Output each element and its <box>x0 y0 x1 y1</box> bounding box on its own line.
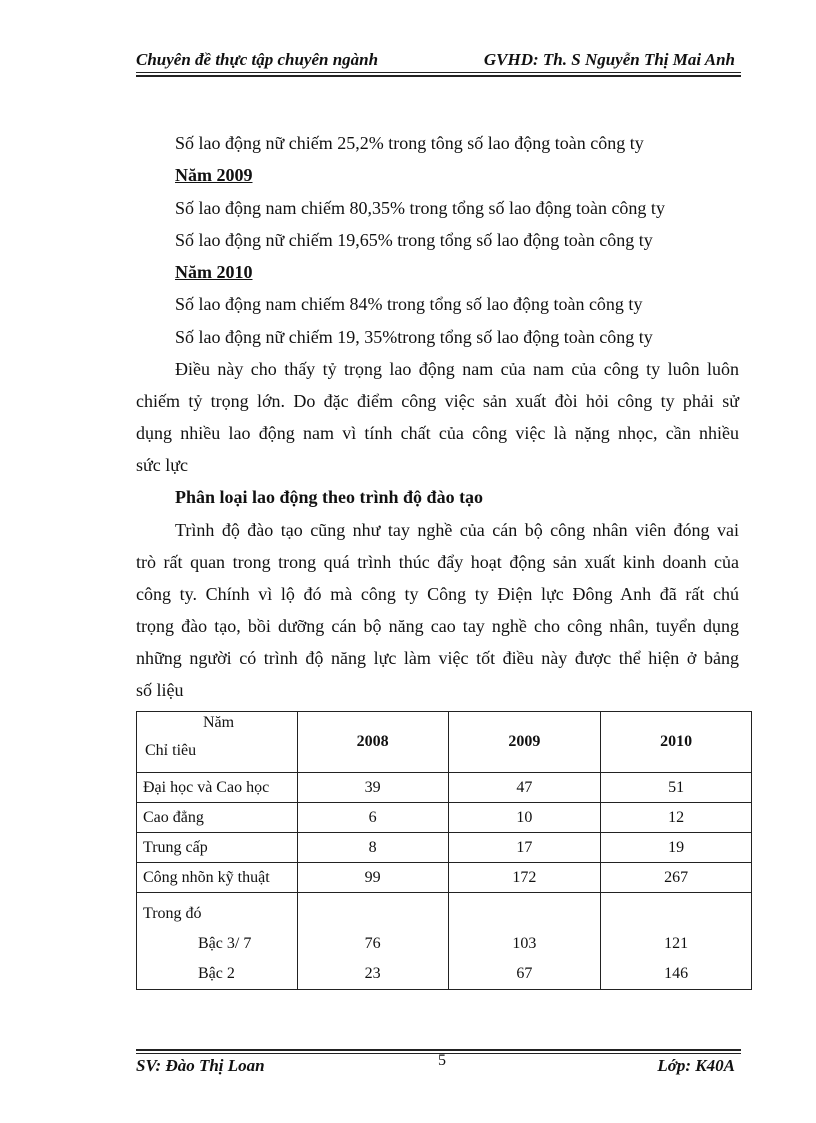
group-label: Trong đó <box>143 905 202 922</box>
group-values-2009 <box>448 893 601 990</box>
paragraph-line: Điều này cho thấy tỷ trọng lao động nam của nam của công ty luôn luôn <box>175 359 739 379</box>
row-label: Trung cấp <box>137 833 298 863</box>
cell-value: 51 <box>601 773 752 803</box>
group-values-2008 <box>297 893 448 990</box>
header-year-2010: 2010 <box>601 712 752 773</box>
section-heading: Phân loại lao động theo trình độ đào tạo <box>175 487 484 507</box>
paragraph-line: số liệu <box>136 680 184 700</box>
header-supervisor: GVHD: Th. S Nguyễn Thị Mai Anh <box>483 50 735 69</box>
cell-value: 39 <box>297 773 448 803</box>
cell-value: 23 <box>364 965 381 982</box>
cell-value: 12 <box>601 803 752 833</box>
cell-value: 6 <box>297 803 448 833</box>
cell-value: 10 <box>448 803 601 833</box>
header-year-label: Năm <box>203 714 235 731</box>
table-row <box>137 773 752 803</box>
footer-rule-thick <box>136 1049 741 1051</box>
page-header <box>136 48 741 72</box>
paragraph-line: chiếm tỷ trọng lớn. Do đặc điểm công việc sản xuất đòi hỏi công ty phải sử <box>136 391 739 411</box>
cell-value: 8 <box>297 833 448 863</box>
header-year-2009: 2009 <box>448 712 601 773</box>
page-footer <box>136 1054 741 1078</box>
header-rule-thick <box>136 75 741 77</box>
header-indicator-label: Chỉ tiêu <box>145 742 197 759</box>
paragraph-line: sức lực <box>136 455 188 475</box>
row-label: Công nhõn kỹ thuật <box>137 863 298 893</box>
subrow-label: Bậc 2 <box>198 965 235 982</box>
page-number: 5 <box>438 1052 446 1069</box>
group-label-cell <box>137 893 298 990</box>
footer-student: SV: Đào Thị Loan <box>136 1056 265 1075</box>
header-year-2008: 2008 <box>297 712 448 773</box>
cell-value: 19 <box>601 833 752 863</box>
paragraph-line: trọng đào tạo, bồi dưỡng cán bộ năng cao tay nghề cho công nhân, tuyển dụng <box>136 616 739 636</box>
paragraph-line: công ty. Chính vì lộ đó mà công ty Công ty Điện lực Đông Anh đã rất chú <box>136 584 739 604</box>
subrow-label: Bậc 3/ 7 <box>198 935 252 952</box>
table-row-group <box>137 893 752 990</box>
year-heading-2010: Năm 2010 <box>175 262 253 282</box>
footer-class: Lớp: K40A <box>657 1056 735 1075</box>
table-header-row <box>137 712 752 773</box>
row-label: Đại học và Cao học <box>137 773 298 803</box>
stat-line-female-2009: Số lao động nữ chiếm 19,65% trong tổng số lao động toàn công ty <box>175 230 653 250</box>
cell-value: 172 <box>448 863 601 893</box>
paragraph-line: những người có trình độ năng lực làm việc tốt điều này được thể hiện ở bảng <box>136 648 739 668</box>
group-values-2010 <box>601 893 752 990</box>
stat-line-female-2010: Số lao động nữ chiếm 19, 35%trong tổng số lao động toàn công ty <box>175 327 653 347</box>
cell-value: 17 <box>448 833 601 863</box>
table-row <box>137 833 752 863</box>
stat-line-female-2008: Số lao động nữ chiếm 25,2% trong tông số lao động toàn công ty <box>175 133 644 153</box>
cell-value: 76 <box>364 935 381 952</box>
year-heading-2009: Năm 2009 <box>175 165 253 185</box>
stat-line-male-2009: Số lao động nam chiếm 80,35% trong tổng số lao động toàn công ty <box>175 198 665 218</box>
paragraph-line: dụng nhiều lao động nam vì tính chất của công việc là nặng nhọc, cần nhiều <box>136 423 739 443</box>
education-level-table <box>136 711 752 990</box>
cell-value: 121 <box>664 935 689 952</box>
header-course-title: Chuyên đề thực tập chuyên ngành <box>136 50 379 69</box>
paragraph-line: Trình độ đào tạo cũng như tay nghề của cán bộ công nhân viên đóng vai <box>175 520 739 540</box>
row-label: Cao đẳng <box>137 803 298 833</box>
paragraph-line: trò rất quan trong trong quá trình thúc đẩy hoạt động sản xuất kinh doanh của <box>136 552 739 572</box>
cell-value: 146 <box>664 965 689 982</box>
cell-value: 99 <box>297 863 448 893</box>
cell-value: 103 <box>512 935 537 952</box>
header-rule-thin <box>136 72 741 73</box>
table-row <box>137 863 752 893</box>
cell-value: 267 <box>601 863 752 893</box>
cell-value: 67 <box>516 965 533 982</box>
table-row <box>137 803 752 833</box>
table-header-corner <box>137 712 298 773</box>
cell-value: 47 <box>448 773 601 803</box>
stat-line-male-2010: Số lao động nam chiếm 84% trong tổng số lao động toàn công ty <box>175 294 643 314</box>
